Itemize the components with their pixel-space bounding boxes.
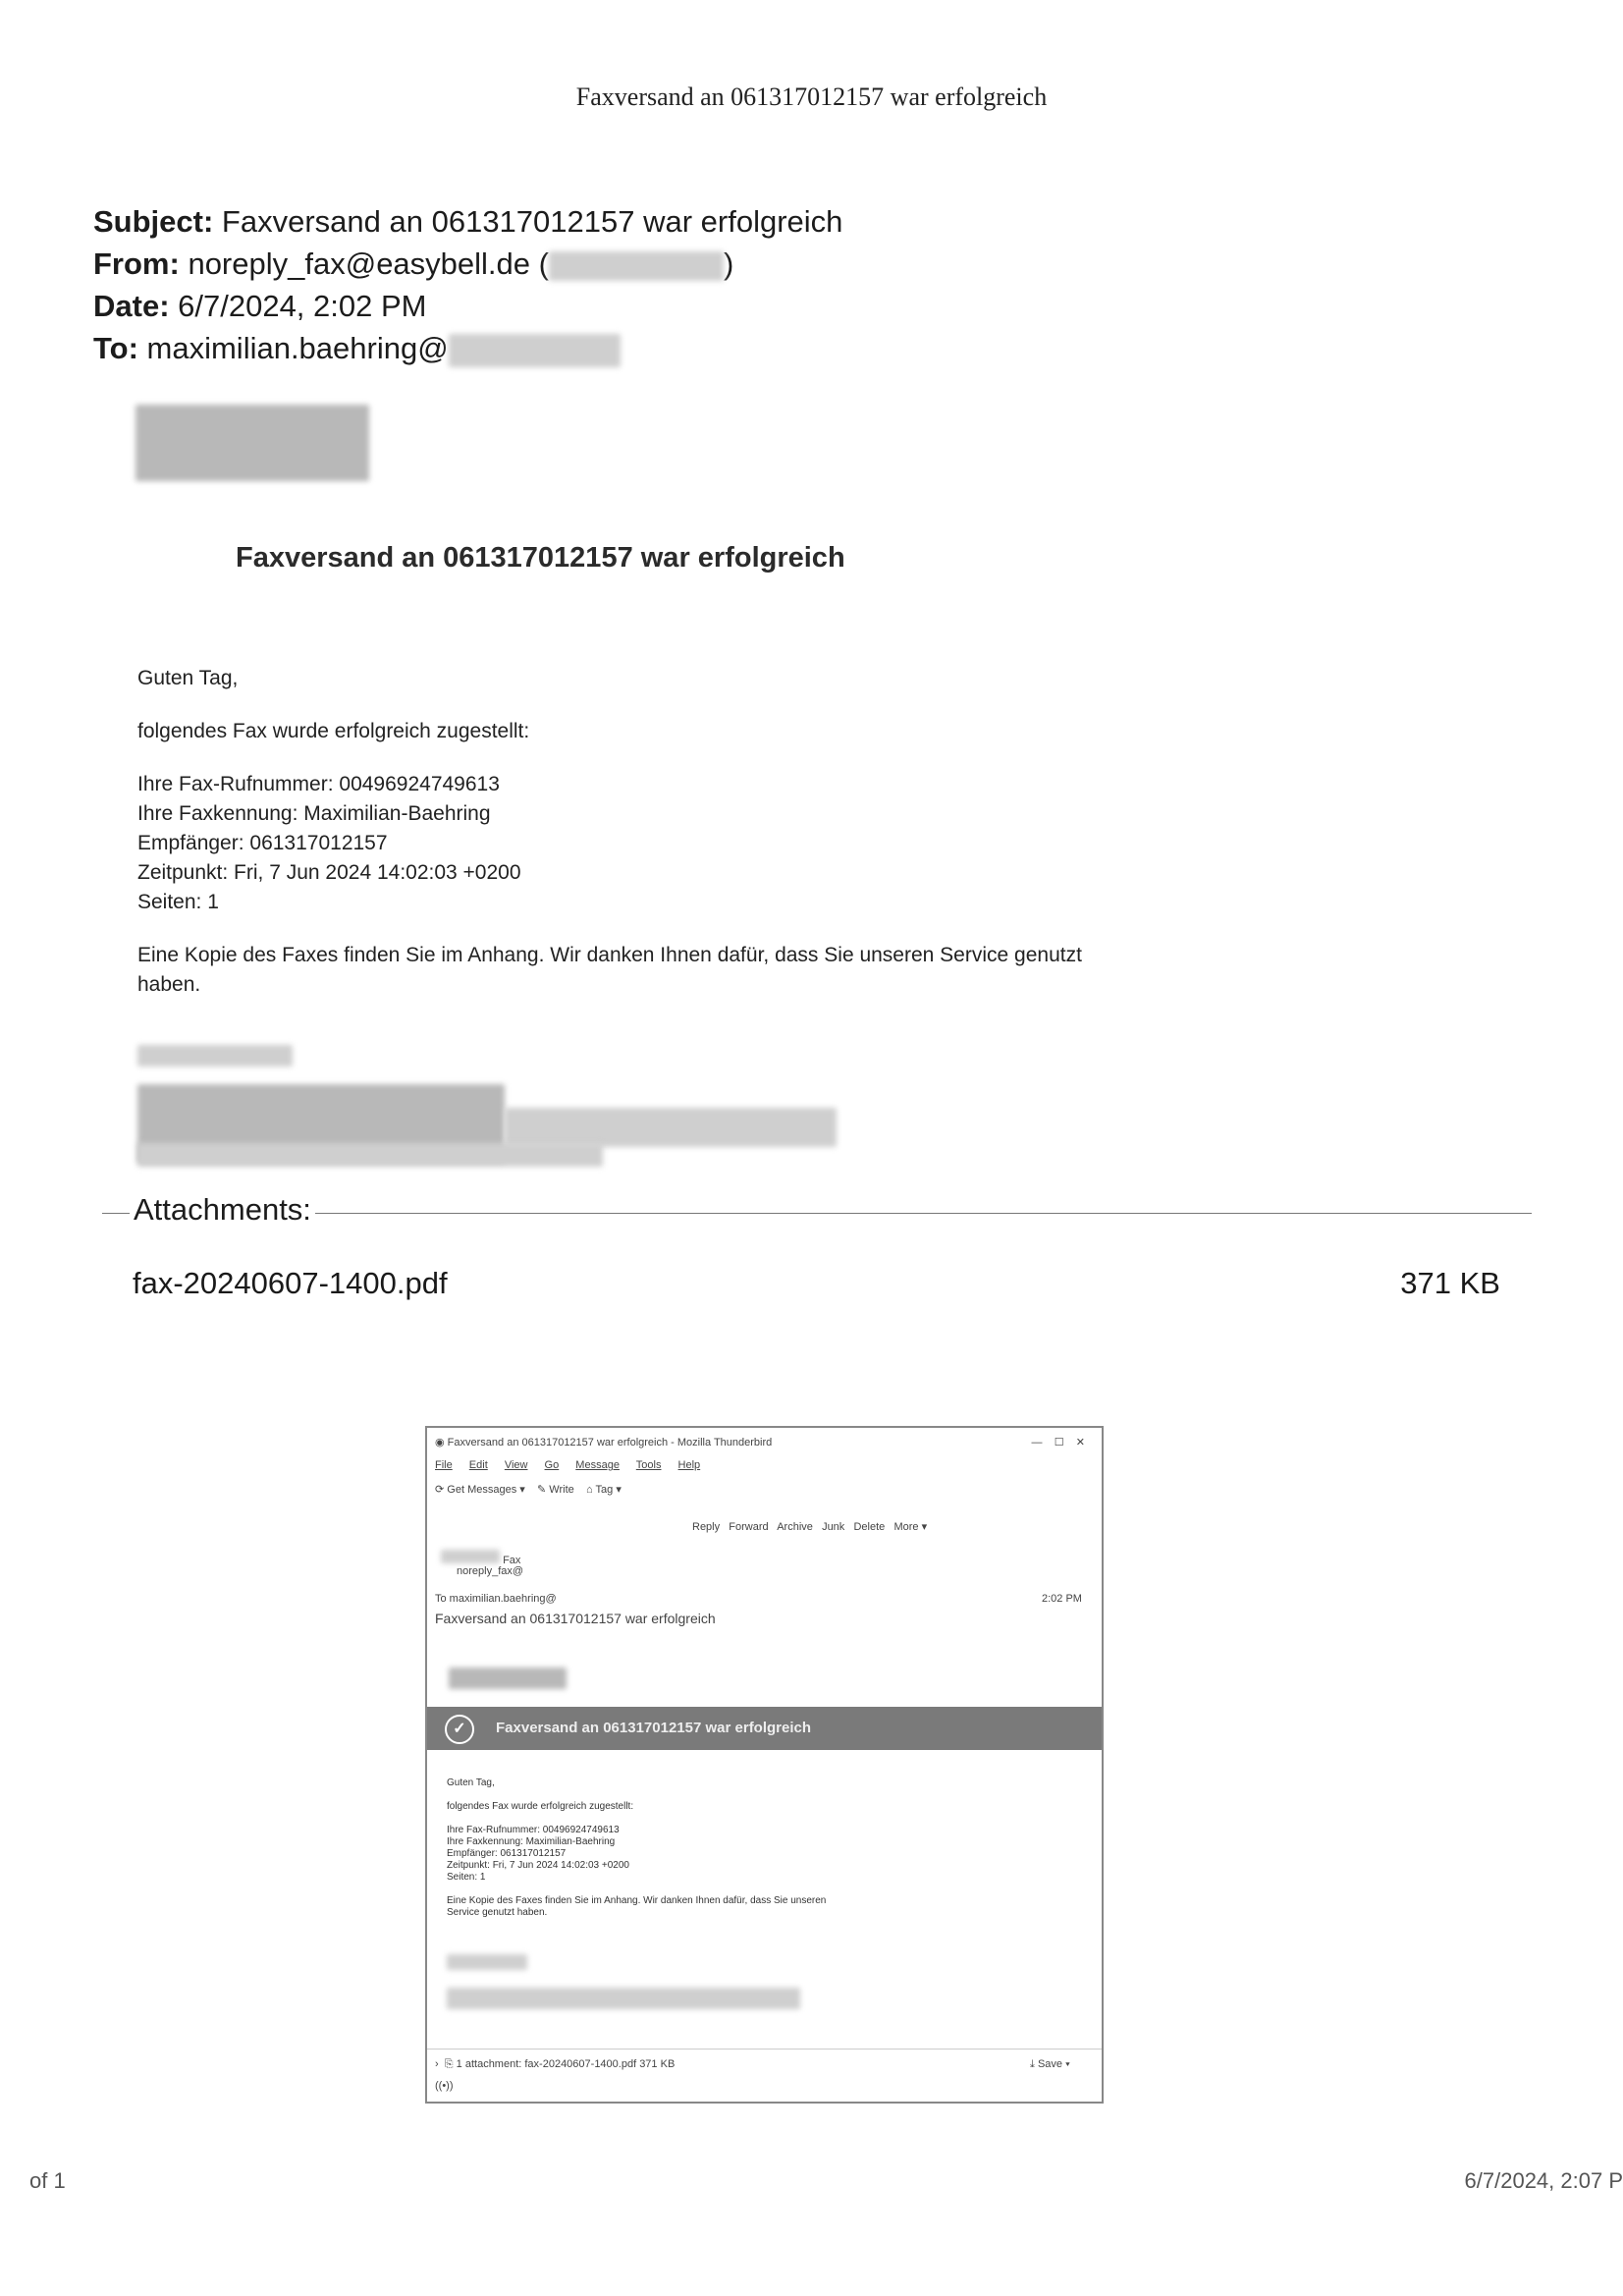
tb-body-5: Zeitpunkt: Fri, 7 Jun 2024 14:02:03 +0200 <box>447 1860 629 1871</box>
delete-button[interactable]: Delete <box>853 1521 886 1533</box>
date-line <box>93 287 426 326</box>
tb-time: 2:02 PM <box>1042 1593 1082 1605</box>
tb-body-8: Service genutzt haben. <box>447 1907 548 1918</box>
tb-status-icon: ((•)) <box>435 2080 454 2092</box>
download-icon: ⤓ <box>1030 2058 1035 2070</box>
tb-toolbar <box>435 1483 622 1496</box>
menu-tools[interactable]: Tools <box>635 1459 662 1471</box>
closing-line-1: Eine Kopie des Faxes finden Sie im Anhang. Wir danken Ihnen dafür, dass Sie unseren Service genutzt <box>137 944 1082 966</box>
attachments-divider <box>102 1213 1532 1214</box>
closing-line-2: haben. <box>137 973 201 996</box>
subject-label: Subject: <box>93 204 214 239</box>
date-value: 6/7/2024, 2:02 PM <box>178 289 427 323</box>
tb-window-title: Faxversand an 061317012157 war erfolgreich - Mozilla Thunderbird <box>447 1437 773 1449</box>
from-line <box>93 245 733 284</box>
menu-help[interactable]: Help <box>677 1459 701 1471</box>
attachments-label: Attachments: <box>130 1192 315 1228</box>
subject-value: Faxversand an 061317012157 war erfolgreich <box>221 204 843 239</box>
tb-body-2: Ihre Fax-Rufnummer: 00496924749613 <box>447 1825 620 1835</box>
attachment-file-name[interactable]: fax-20240607-1400.pdf <box>133 1266 448 1300</box>
footer-page-count: of 1 <box>29 2168 66 2193</box>
redacted-sender-name <box>549 251 724 281</box>
to-value: maximilian.baehring@ <box>146 331 449 365</box>
tb-body-1: folgendes Fax wurde erfolgreich zugestellt: <box>447 1801 634 1812</box>
menu-file[interactable]: File <box>435 1459 453 1471</box>
tb-menu-bar <box>435 1459 714 1471</box>
get-messages-button[interactable]: ⟳ Get Messages ▾ <box>435 1484 525 1496</box>
tb-to: To maximilian.baehring@ <box>435 1593 557 1605</box>
junk-button[interactable]: Junk <box>822 1521 845 1533</box>
forward-button[interactable]: Forward <box>729 1521 769 1533</box>
menu-edit[interactable]: Edit <box>468 1459 488 1471</box>
tb-from-name: Fax <box>503 1555 521 1566</box>
tb-banner-text: Faxversand an 061317012157 war erfolgreich <box>496 1720 812 1736</box>
tb-body-6: Seiten: 1 <box>447 1872 486 1883</box>
menu-view[interactable]: View <box>504 1459 528 1471</box>
fax-number: Ihre Fax-Rufnummer: 00496924749613 <box>137 773 500 795</box>
redacted-tb-logo <box>449 1667 567 1689</box>
write-button[interactable]: ✎ Write <box>537 1484 574 1496</box>
tb-subject: Faxversand an 061317012157 war erfolgreich <box>435 1611 716 1626</box>
tb-save-button[interactable]: ⤓ Save ▾ <box>1030 2058 1070 2070</box>
tb-title-bar <box>435 1436 1093 1449</box>
tb-from <box>441 1550 520 1566</box>
to-line <box>93 329 621 368</box>
menu-message[interactable]: Message <box>575 1459 620 1471</box>
pages: Seiten: 1 <box>137 891 219 913</box>
menu-go[interactable]: Go <box>544 1459 560 1471</box>
tb-body-3: Ihre Faxkennung: Maximilian-Baehring <box>447 1836 616 1847</box>
footer-timestamp: 6/7/2024, 2:07 P <box>1464 2168 1623 2193</box>
redacted-signature-footer <box>137 1143 603 1167</box>
attachment-file-size: 371 KB <box>1400 1266 1500 1300</box>
tb-from-address: noreply_fax@ <box>457 1565 524 1577</box>
mail-heading: Faxversand an 061317012157 war erfolgreich <box>236 542 845 574</box>
redacted-tb-signature-2 <box>447 1988 800 2009</box>
thunderbird-screenshot <box>425 1426 1104 2104</box>
tb-body-7: Eine Kopie des Faxes finden Sie im Anhang. Wir danken Ihnen dafür, dass Sie unseren <box>447 1895 827 1906</box>
tb-body-0: Guten Tag, <box>447 1777 495 1788</box>
greeting: Guten Tag, <box>137 667 239 689</box>
more-button[interactable]: More <box>893 1521 919 1533</box>
tb-body-4: Empfänger: 061317012157 <box>447 1848 567 1859</box>
redacted-recipient-domain <box>449 334 621 367</box>
tb-banner <box>427 1707 1102 1750</box>
window-controls[interactable]: — ☐ ✕ <box>1031 1437 1085 1449</box>
tb-attachment-text: 1 attachment: fax-20240607-1400.pdf 371 KB <box>456 2058 676 2070</box>
redacted-logo <box>135 405 369 481</box>
chevron-right-icon[interactable]: › <box>435 2058 439 2070</box>
redacted-signature-address <box>505 1108 837 1147</box>
paperclip-icon: ⎘ <box>444 2058 454 2070</box>
redacted-from-name <box>441 1550 500 1563</box>
tb-action-bar: Reply Forward Archive Junk Delete More ▾ <box>692 1521 928 1533</box>
page-title: Faxversand an 061317012157 war erfolgreich <box>575 82 1048 111</box>
tb-attachment-bar[interactable] <box>435 2058 675 2071</box>
redacted-signature-name <box>137 1045 293 1066</box>
tag-button[interactable]: ⌂ Tag ▾ <box>586 1484 622 1496</box>
from-value: noreply_fax@easybell.de ( <box>188 246 549 281</box>
fax-id: Ihre Faxkennung: Maximilian-Baehring <box>137 802 491 825</box>
redacted-tb-signature-1 <box>447 1954 527 1970</box>
tb-attachment-divider <box>427 2049 1102 2050</box>
from-label: From: <box>93 246 180 281</box>
from-close: ) <box>723 246 734 281</box>
subject-line <box>93 202 842 242</box>
intro-text: folgendes Fax wurde erfolgreich zugestellt: <box>137 720 530 742</box>
date-label: Date: <box>93 289 170 323</box>
check-icon: ✓ <box>445 1715 474 1744</box>
recipient: Empfänger: 061317012157 <box>137 832 388 854</box>
timestamp: Zeitpunkt: Fri, 7 Jun 2024 14:02:03 +0200 <box>137 861 521 884</box>
archive-button[interactable]: Archive <box>777 1521 813 1533</box>
to-label: To: <box>93 331 138 365</box>
thunderbird-icon: ◉ <box>435 1437 445 1449</box>
reply-button[interactable]: Reply <box>692 1521 721 1533</box>
